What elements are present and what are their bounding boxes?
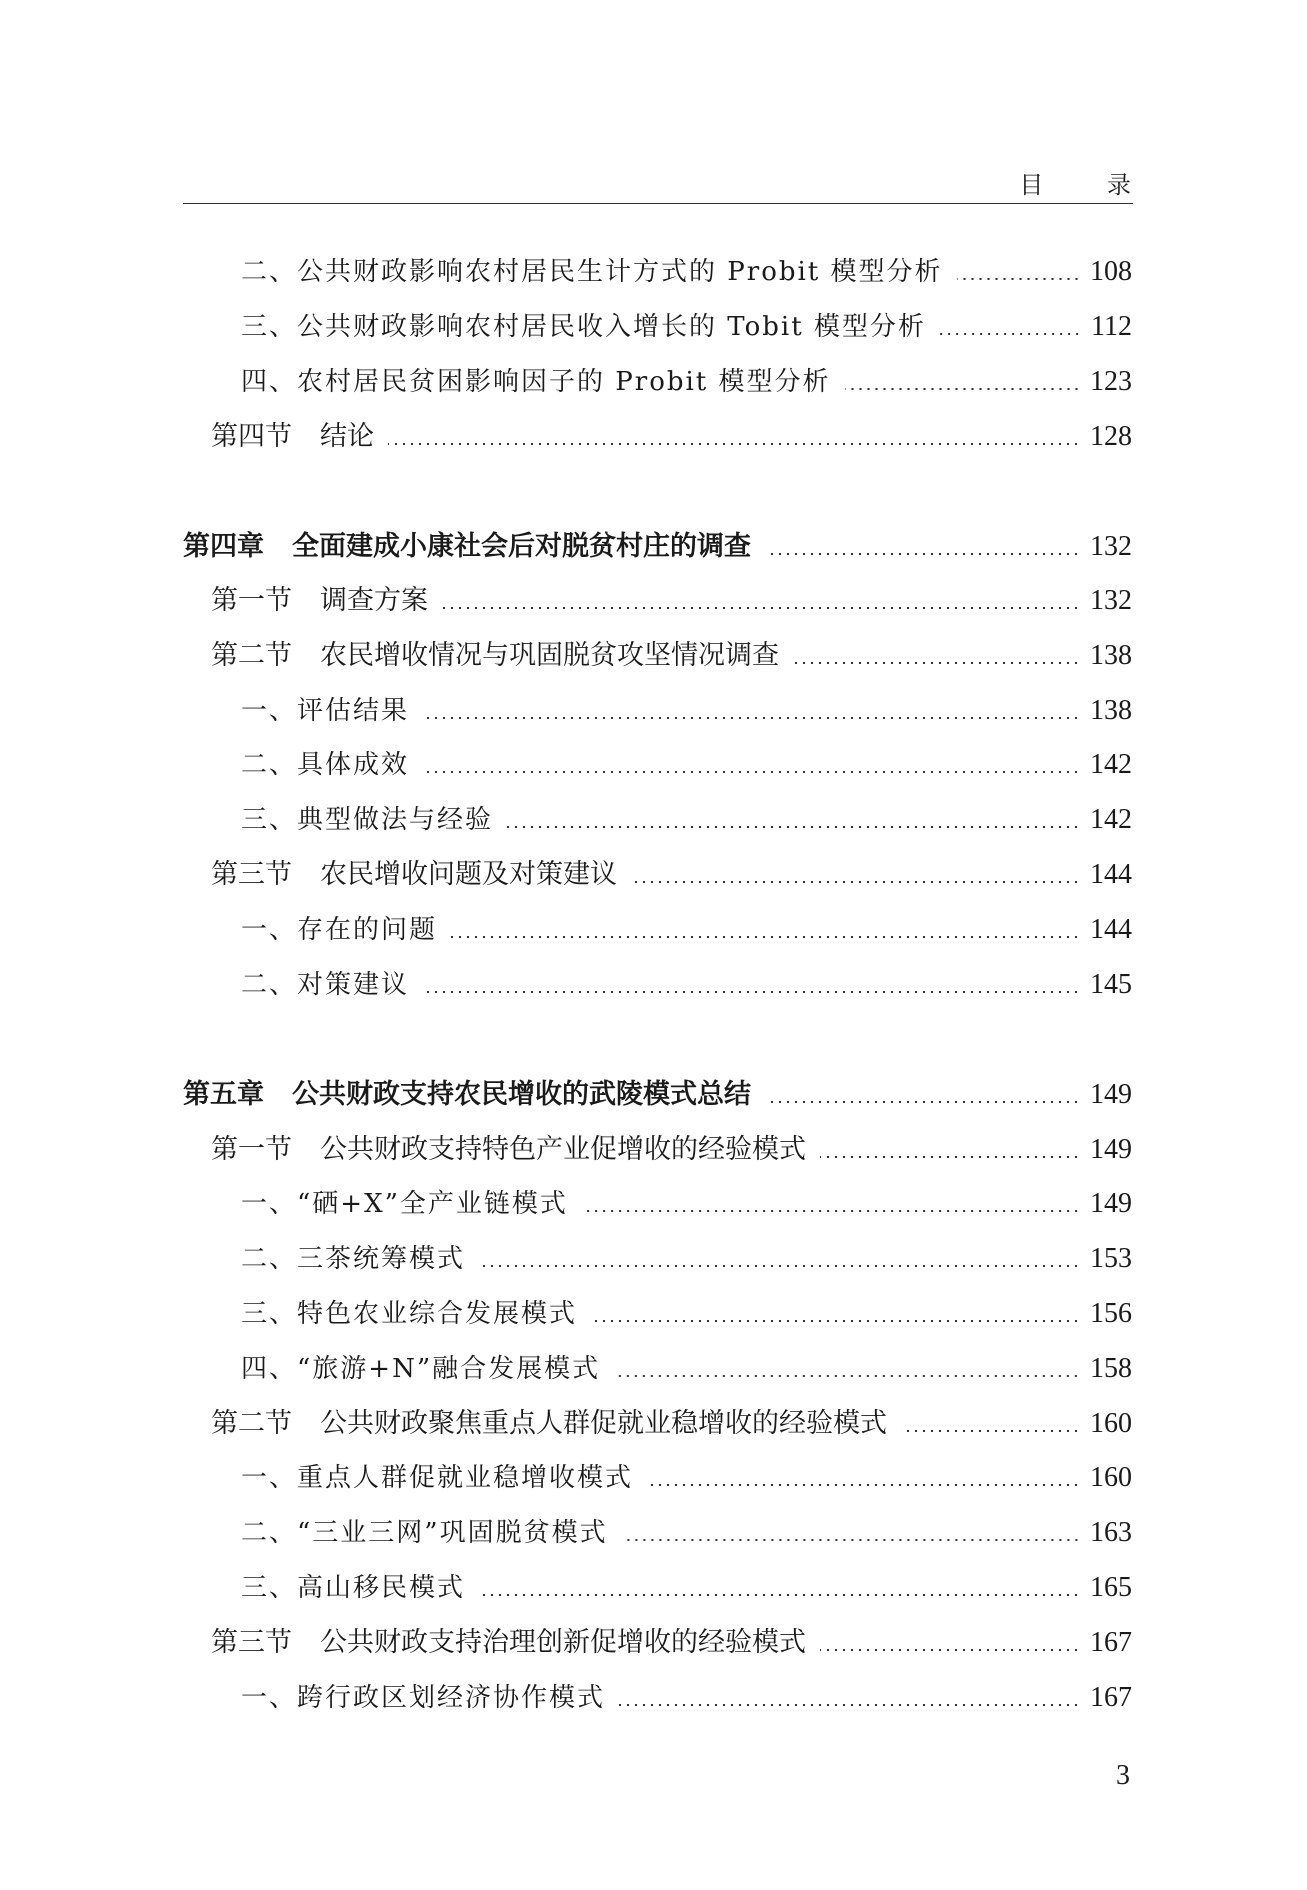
toc-entry[interactable]	[241, 803, 1132, 837]
toc-page-number: 142	[1090, 749, 1132, 780]
toc-entry-text: 公共财政支持农民增收的武陵模式总结	[292, 1079, 751, 1110]
toc-leader-dots	[631, 881, 1080, 883]
toc-leader-dots	[582, 1210, 1080, 1212]
toc-page-number: 156	[1090, 1298, 1132, 1329]
toc-page-number: 128	[1090, 421, 1132, 452]
toc-page-number: 108	[1090, 256, 1132, 287]
toc-page-number: 149	[1090, 1188, 1132, 1219]
toc-chapter-entry[interactable]	[183, 530, 1132, 564]
toc-entry[interactable]	[241, 1681, 1132, 1715]
toc-entry[interactable]	[241, 968, 1132, 1002]
toc-section-number: 第三节	[211, 1627, 292, 1658]
toc-entry[interactable]	[241, 913, 1132, 947]
toc-leader-dots	[614, 1375, 1080, 1377]
toc-page-number: 144	[1090, 859, 1132, 890]
toc-page-number: 123	[1090, 366, 1132, 397]
toc-leader-dots	[591, 1320, 1080, 1322]
toc-leader-dots	[793, 662, 1080, 664]
toc-entry-text: 三、公共财政影响农村居民收入增长的 Tobit 模型分析	[241, 312, 926, 342]
toc-section-entry[interactable]	[211, 639, 1132, 673]
toc-entry-text: 二、三茶统筹模式	[241, 1244, 466, 1274]
toc-entry-text: 三、特色农业综合发展模式	[241, 1299, 578, 1329]
toc-leader-dots	[442, 607, 1080, 609]
toc-page-number: 144	[1090, 914, 1132, 945]
toc-page-number: 167	[1090, 1682, 1132, 1713]
toc-section-number: 第四节	[211, 421, 292, 452]
page-number: 3	[1116, 1760, 1130, 1791]
toc-chapter-entry[interactable]	[183, 1078, 1132, 1112]
toc-page-number: 167	[1090, 1627, 1132, 1658]
toc-entry[interactable]	[241, 365, 1132, 399]
toc-leader-dots	[388, 443, 1080, 445]
toc-leader-dots	[423, 771, 1080, 773]
toc-entry-text: 结论	[320, 421, 374, 452]
toc-entry-text: 三、高山移民模式	[241, 1573, 466, 1603]
toc-entry-text: 农民增收问题及对策建议	[320, 859, 617, 890]
toc-entry-text: 全面建成小康社会后对脱贫村庄的调查	[292, 531, 751, 562]
toc-section-entry[interactable]	[211, 1626, 1132, 1660]
toc-page-number: 138	[1090, 695, 1132, 726]
toc-page-number: 158	[1090, 1353, 1132, 1384]
toc-page-number: 163	[1090, 1517, 1132, 1548]
toc-entry[interactable]	[241, 1571, 1132, 1605]
toc-entry-text: 四、农村居民贫困影响因子的 Probit 模型分析	[241, 367, 831, 397]
toc-leader-dots	[479, 1594, 1080, 1596]
toc-page-number: 160	[1090, 1408, 1132, 1439]
toc-leader-dots	[820, 1156, 1080, 1158]
toc-entry-text: 一、重点人群促就业稳增收模式	[241, 1463, 634, 1493]
toc-entry[interactable]	[241, 1352, 1132, 1386]
toc-page-number: 165	[1090, 1572, 1132, 1603]
running-header-title: 目 录	[1019, 171, 1159, 199]
toc-section-number: 第二节	[211, 640, 292, 671]
toc-entry[interactable]	[241, 1242, 1132, 1276]
toc-page-number: 145	[1090, 969, 1132, 1000]
toc-section-entry[interactable]	[211, 1133, 1132, 1167]
toc-section-entry[interactable]	[211, 858, 1132, 892]
toc-leader-dots	[622, 1539, 1080, 1541]
toc-section-number: 第二节	[211, 1408, 292, 1439]
toc-entry-text: 二、公共财政影响农村居民生计方式的 Probit 模型分析	[241, 257, 943, 287]
toc-chapter-number: 第四章	[183, 531, 264, 562]
toc-entry-text: 二、具体成效	[241, 750, 410, 780]
toc-leader-dots	[479, 1265, 1080, 1267]
toc-section-entry[interactable]	[211, 420, 1132, 454]
toc-leader-dots	[647, 1484, 1080, 1486]
toc-entry[interactable]	[241, 694, 1132, 728]
toc-entry[interactable]	[241, 310, 1132, 344]
toc-leader-dots	[423, 991, 1080, 993]
toc-leader-dots	[423, 717, 1080, 719]
toc-entry-text: 四、“旅游+N”融合发展模式	[241, 1354, 601, 1384]
toc-page-number: 142	[1090, 804, 1132, 835]
toc-page-number: 132	[1090, 585, 1132, 616]
toc-entry[interactable]	[241, 255, 1132, 289]
toc-entry-text: 农民增收情况与巩固脱贫攻坚情况调查	[320, 640, 779, 671]
toc-page-number: 153	[1090, 1243, 1132, 1274]
toc-page-number: 149	[1090, 1079, 1132, 1110]
toc-page-number: 132	[1090, 531, 1132, 562]
toc-entry-text: 二、“三业三网”巩固脱贫模式	[241, 1518, 608, 1548]
toc-leader-dots	[507, 826, 1080, 828]
toc-section-number: 第一节	[211, 1134, 292, 1165]
toc-entry-text: 一、“硒+X”全产业链模式	[241, 1189, 568, 1219]
toc-entry-text: 公共财政聚焦重点人群促就业稳增收的经验模式	[320, 1408, 887, 1439]
toc-entry[interactable]	[241, 1297, 1132, 1331]
toc-leader-dots	[765, 1101, 1080, 1103]
toc-page-number: 112	[1091, 311, 1132, 342]
toc-leader-dots	[765, 553, 1080, 555]
toc-page-number: 160	[1090, 1462, 1132, 1493]
toc-entry[interactable]	[241, 1516, 1132, 1550]
toc-entry[interactable]	[241, 1187, 1132, 1221]
toc-section-number: 第三节	[211, 859, 292, 890]
toc-entry[interactable]	[241, 1461, 1132, 1495]
toc-leader-dots	[957, 278, 1080, 280]
toc-entry-text: 三、典型做法与经验	[241, 805, 494, 835]
toc-entry-text: 一、评估结果	[241, 696, 410, 726]
toc-entry-text: 调查方案	[320, 585, 428, 616]
toc-entry-text: 一、存在的问题	[241, 915, 438, 945]
toc-entry-text: 公共财政支持特色产业促增收的经验模式	[320, 1134, 806, 1165]
toc-leader-dots	[845, 388, 1080, 390]
toc-chapter-number: 第五章	[183, 1079, 264, 1110]
toc-entry[interactable]	[241, 748, 1132, 782]
toc-page-number: 138	[1090, 640, 1132, 671]
toc-section-entry[interactable]	[211, 584, 1132, 618]
toc-leader-dots	[820, 1649, 1080, 1651]
toc-leader-dots	[901, 1430, 1080, 1432]
toc-entry-text: 公共财政支持治理创新促增收的经验模式	[320, 1627, 806, 1658]
toc-leader-dots	[940, 333, 1081, 335]
toc-leader-dots	[619, 1704, 1080, 1706]
toc-page-number: 149	[1090, 1134, 1132, 1165]
toc-entry-text: 一、跨行政区划经济协作模式	[241, 1683, 606, 1713]
toc-section-number: 第一节	[211, 585, 292, 616]
toc-section-entry[interactable]	[211, 1407, 1132, 1441]
toc-entry-text: 二、对策建议	[241, 970, 410, 1000]
toc-leader-dots	[451, 936, 1080, 938]
